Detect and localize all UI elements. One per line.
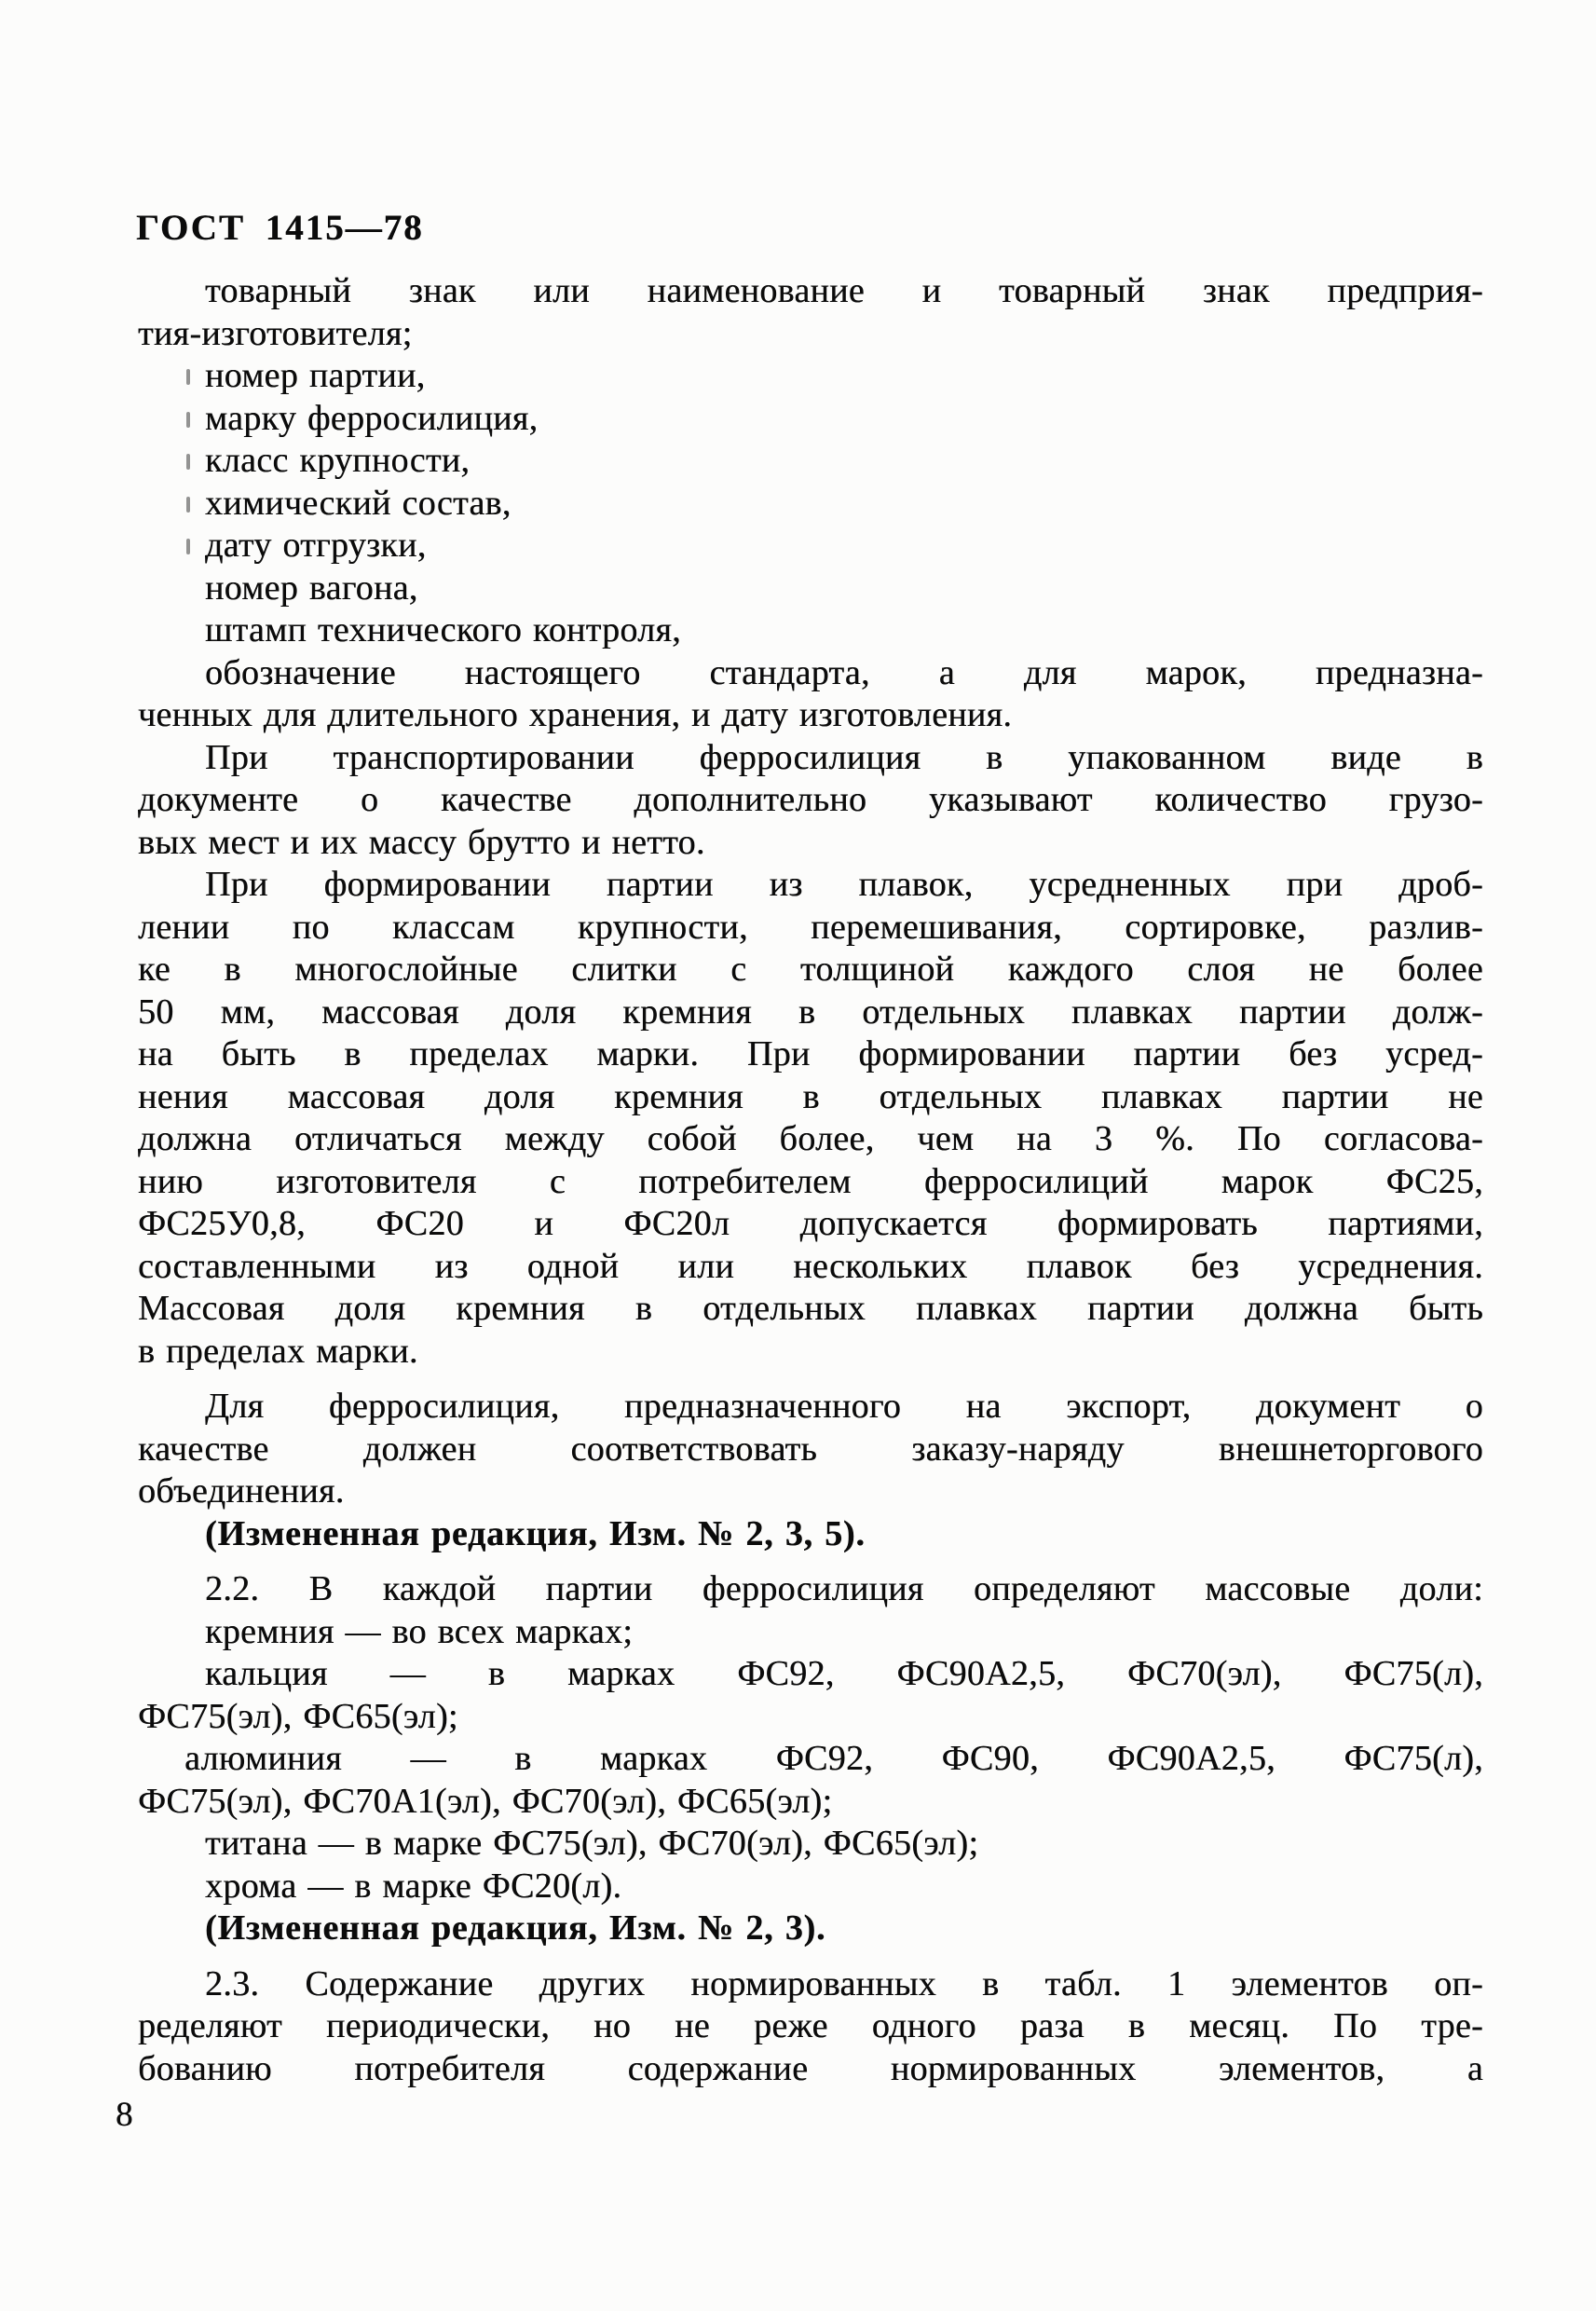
text-line: штамп технического контроля,	[205, 610, 681, 650]
text-line: товарный знак или наименование и товарный знак предприя-	[205, 271, 1483, 310]
text-line: При транспортировании ферросилиция в упакованном виде в	[205, 737, 1483, 777]
text-line: кремния — во всех марках;	[205, 1611, 634, 1651]
text-line: должна отличаться между собой более, чем на 3 %. По согласова-	[138, 1119, 1483, 1158]
page-number: 8	[116, 2096, 133, 2134]
text-line: класс крупности,	[138, 440, 1483, 483]
text-line: 2.2. В каждой партии ферросилиция определяют массовые доли:	[205, 1569, 1483, 1608]
text-line: качестве должен соответствовать заказу-наряду внешнеторгового	[138, 1429, 1483, 1469]
text-line: хрома — в марке ФС20(л).	[205, 1866, 622, 1906]
text-line: (Измененная редакция, Изм. № 2, 3).	[205, 1908, 826, 1948]
text-line: ченных для длительного хранения, и дату изготовления.	[138, 695, 1013, 734]
text-line: ределяют периодически, но не реже одного раза в месяц. По тре-	[138, 2006, 1483, 2045]
text-line: ФС75(эл), ФС70А1(эл), ФС70(эл), ФС65(эл);	[138, 1781, 833, 1821]
text-line: титана — в марке ФС75(эл), ФС70(эл), ФС65(эл);	[205, 1824, 979, 1863]
text-line: Для ферросилиция, предназначенного на экспорт, документ о	[205, 1387, 1483, 1426]
text-line: ФС25У0,8, ФС20 и ФС20л допускается формировать партиями,	[138, 1204, 1483, 1243]
text-line: составленными из одной или нескольких плавок без усреднения.	[138, 1246, 1483, 1286]
text-line: марку ферросилиция,	[138, 398, 1483, 441]
text-line: Массовая доля кремния в отдельных плавках партии должна быть	[138, 1289, 1483, 1328]
text-line: алюминия — в марках ФС92, ФС90, ФС90А2,5, ФС75(л),	[184, 1739, 1483, 1778]
text-line: ФС75(эл), ФС65(эл);	[138, 1696, 458, 1736]
document-code-header: ГОСТ 1415—78	[136, 208, 424, 248]
text-line: лении по классам крупности, перемешивания, сортировке, разлив-	[138, 907, 1483, 947]
text-line: кальция — в марках ФС92, ФС90А2,5, ФС70(эл), ФС75(л),	[205, 1654, 1483, 1693]
text-line: номер партии,	[138, 355, 1483, 398]
text-line: (Измененная редакция, Изм. № 2, 3, 5).	[205, 1513, 866, 1553]
text-line: обозначение настоящего стандарта, а для марок, предназна-	[205, 652, 1483, 692]
text-line: документе о качестве дополнительно указывают количество грузо-	[138, 780, 1483, 819]
text-line: на быть в пределах марки. При формировании партии без усред-	[138, 1034, 1483, 1073]
text-line: При формировании партии из плавок, усредненных при дроб-	[205, 865, 1483, 904]
text-line: дату отгрузки,	[138, 525, 1483, 567]
text-line: объединения.	[138, 1471, 345, 1511]
text-line: номер вагона,	[205, 567, 418, 608]
text-line: в пределах марки.	[138, 1331, 418, 1371]
text-line: 2.3. Содержание других нормированных в табл. 1 элементов оп-	[205, 1963, 1483, 2003]
document-body-text	[138, 270, 1483, 2090]
text-line: 50 мм, массовая доля кремния в отдельных плавках партии долж-	[138, 991, 1483, 1032]
text-line: нения массовая доля кремния в отдельных плавках партии не	[138, 1076, 1483, 1116]
text-line: тия-изготовителя;	[138, 313, 413, 353]
text-line: нию изготовителя с потребителем ферросилиций марок ФС25,	[138, 1161, 1483, 1201]
text-line: вых мест и их массу брутто и нетто.	[138, 822, 705, 862]
text-line: ке в многослойные слитки с толщиной каждого слоя не более	[138, 950, 1483, 989]
text-line: бованию потребителя содержание нормированных элементов, а	[138, 2048, 1483, 2088]
text-line: химический состав,	[138, 483, 1483, 526]
